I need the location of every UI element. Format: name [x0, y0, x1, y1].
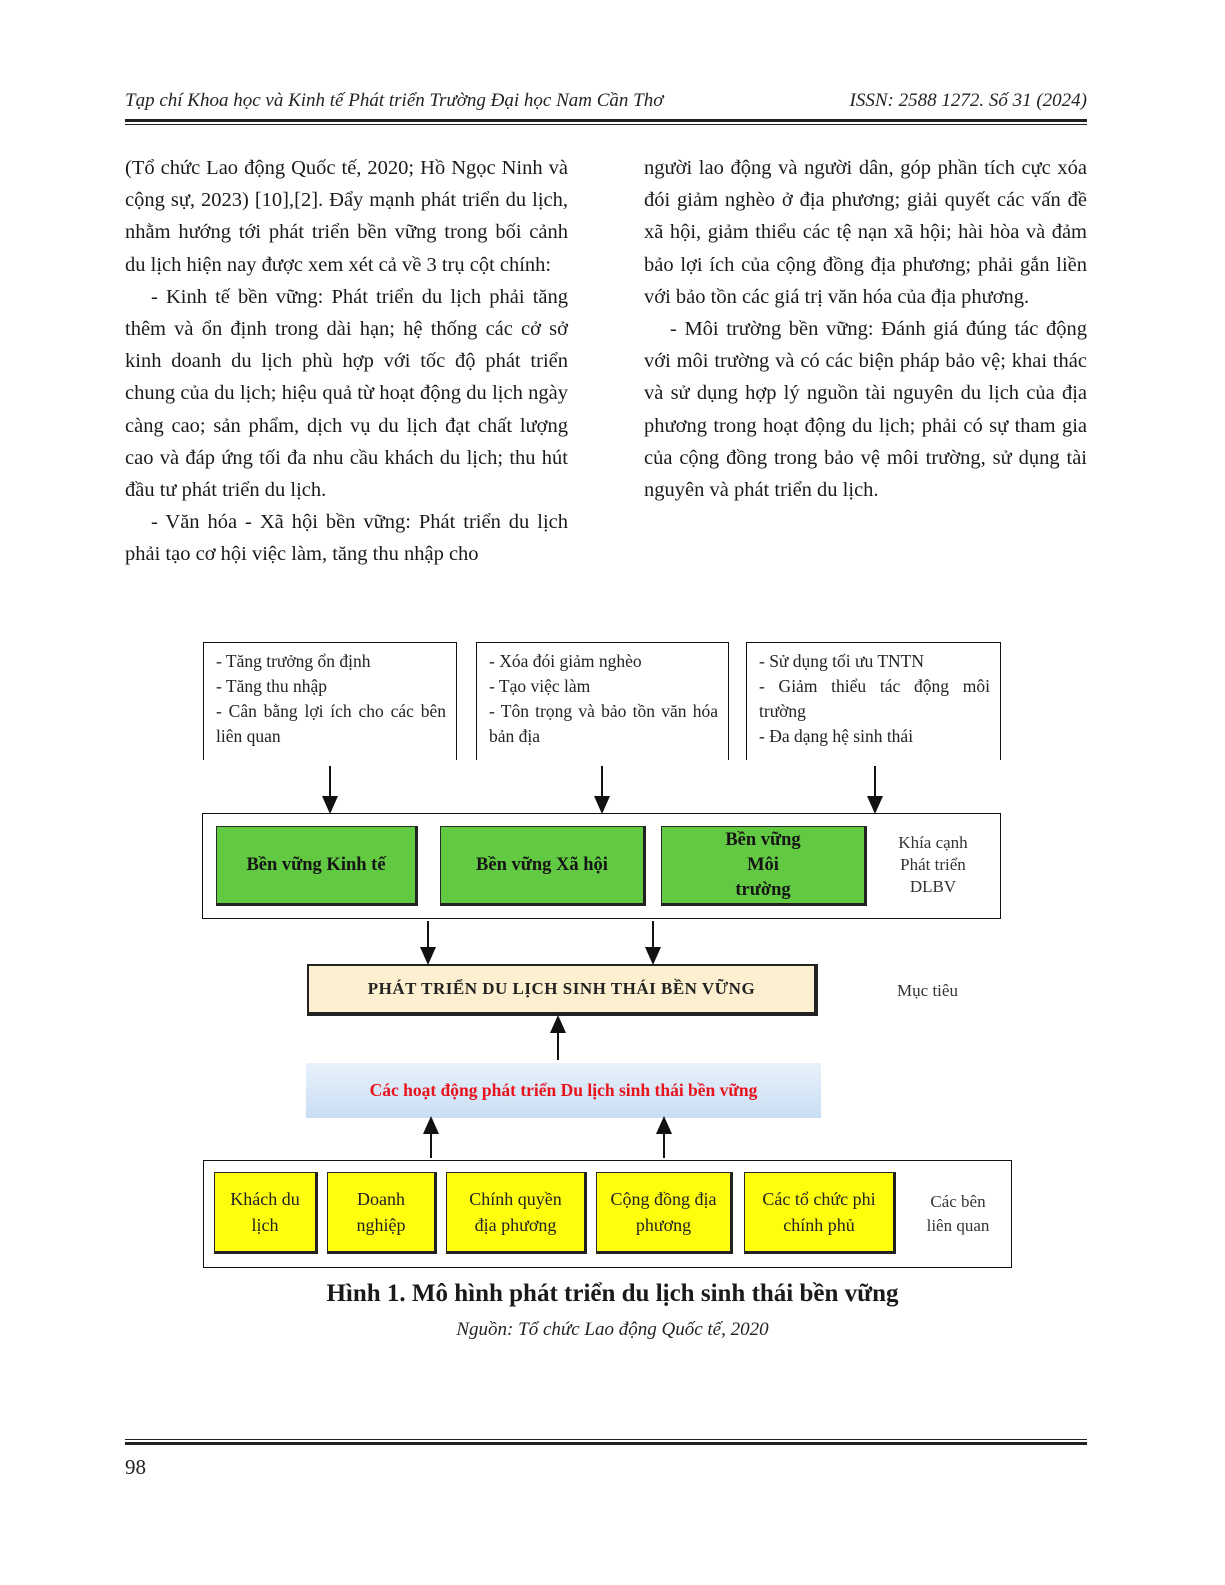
- goal-line: - Đa dạng hệ sinh thái: [759, 726, 914, 746]
- goal-line: - Tôn trọng và bảo tồn văn hóa bản địa: [489, 701, 718, 746]
- goal-line: - Tạo việc làm: [489, 676, 591, 696]
- figure-caption: Hình 1. Mô hình phát triển du lịch sinh thái bền vững: [326, 1280, 899, 1307]
- activities-text: Các hoạt động phát triển Du lịch sinh thái bền vững: [369, 1080, 758, 1100]
- paragraph: - Văn hóa - Xã hội bền vững: Phát triển du lịch phải tạo cơ hội việc làm, tăng thu nhập cho: [125, 511, 568, 566]
- paragraph: - Kinh tế bền vững: Phát triển du lịch phải tăng thêm và ổn định trong dài hạn; hệ thống các cở sở kinh doanh du lịch phù hợp với tốc độ phát triển chung của du lịch; hiệu quả từ hoạt động du lịch ngày càng cao; sản phẩm, dịch vụ du lịch đạt chất lượng cao và đáp ứng tối đa nhu cầu khách du lịch; thu hút đầu tư phát triển du lịch.: [125, 285, 568, 502]
- side-label-text: Các bên liên quan: [926, 1192, 990, 1235]
- goal-line: - Cân bằng lợi ích cho các bên liên quan: [216, 701, 446, 746]
- footer-rule-thick: [125, 1442, 1087, 1445]
- goal-line: - Xóa đói giảm nghèo: [489, 651, 642, 671]
- goal-side-label: Mục tiêu: [897, 981, 958, 1000]
- goal-line: - Tăng trưởng ổn định: [216, 651, 371, 671]
- footer-rule-thin: [125, 1439, 1087, 1440]
- journal-title: Tạp chí Khoa học và Kinh tế Phát triển Trường Đại học Nam Cần Thơ: [125, 90, 664, 111]
- pillar-label: Bền vững Môi trường: [725, 829, 801, 900]
- goal-line: - Giảm thiểu tác động môi trường: [759, 676, 990, 721]
- goal-line: - Sử dụng tối ưu TNTN: [759, 651, 924, 671]
- side-label-text: Khía cạnh Phát triển DLBV: [898, 833, 968, 896]
- paragraph: (Tổ chức Lao động Quốc tế, 2020; Hồ Ngọc Ninh và cộng sự, 2023) [10],[2]. Đẩy mạnh phát triển du lịch, nhằm hướng tới phát triển bền vững trong bối cảnh du lịch hiện nay được xem xét cả về 3 trụ cột chính:: [125, 157, 568, 276]
- goal-text: PHÁT TRIỂN DU LỊCH SINH THÁI BỀN VỮNG: [367, 979, 756, 998]
- paragraph: - Môi trường bền vững: Đánh giá đúng tác động với môi trường và có các biện pháp bảo vệ; khai thác và sử dụng hợp lý nguồn tài nguyên du lịch của địa phương trong hoạt động du lịch; phải có sự tham gia của cộng đồng trong bảo vệ môi trường, sử dụng tài nguyên và phát triển du lịch.: [644, 318, 1087, 502]
- goal-line: - Tăng thu nhập: [216, 676, 327, 696]
- figure-source: Nguồn: Tổ chức Lao động Quốc tế, 2020: [456, 1319, 769, 1340]
- pillar-label: Bền vững Kinh tế: [246, 854, 386, 875]
- stakeholder-label: Chính quyền địa phương: [469, 1189, 562, 1235]
- page-number: 98: [125, 1455, 146, 1479]
- stakeholder-label: Doanh nghiệp: [356, 1189, 406, 1235]
- issn-issue: ISSN: 2588 1272. Số 31 (2024): [849, 90, 1087, 111]
- pillar-label: Bền vững Xã hội: [476, 854, 608, 875]
- paragraph: người lao động và người dân, góp phần tích cực xóa đói giảm nghèo ở địa phương; giải quyết các vấn đề xã hội, giảm thiểu các tệ nạn xã hội; hài hòa và đảm bảo lợi ích của cộng đồng địa phương; phải gắn liền với bảo tồn các giá trị văn hóa của địa phương.: [644, 157, 1087, 308]
- stakeholder-label: Cộng đồng địa phương: [610, 1189, 717, 1235]
- stakeholder-label: Các tổ chức phi chính phủ: [762, 1189, 876, 1235]
- stakeholder-label: Khách du lịch: [230, 1189, 300, 1235]
